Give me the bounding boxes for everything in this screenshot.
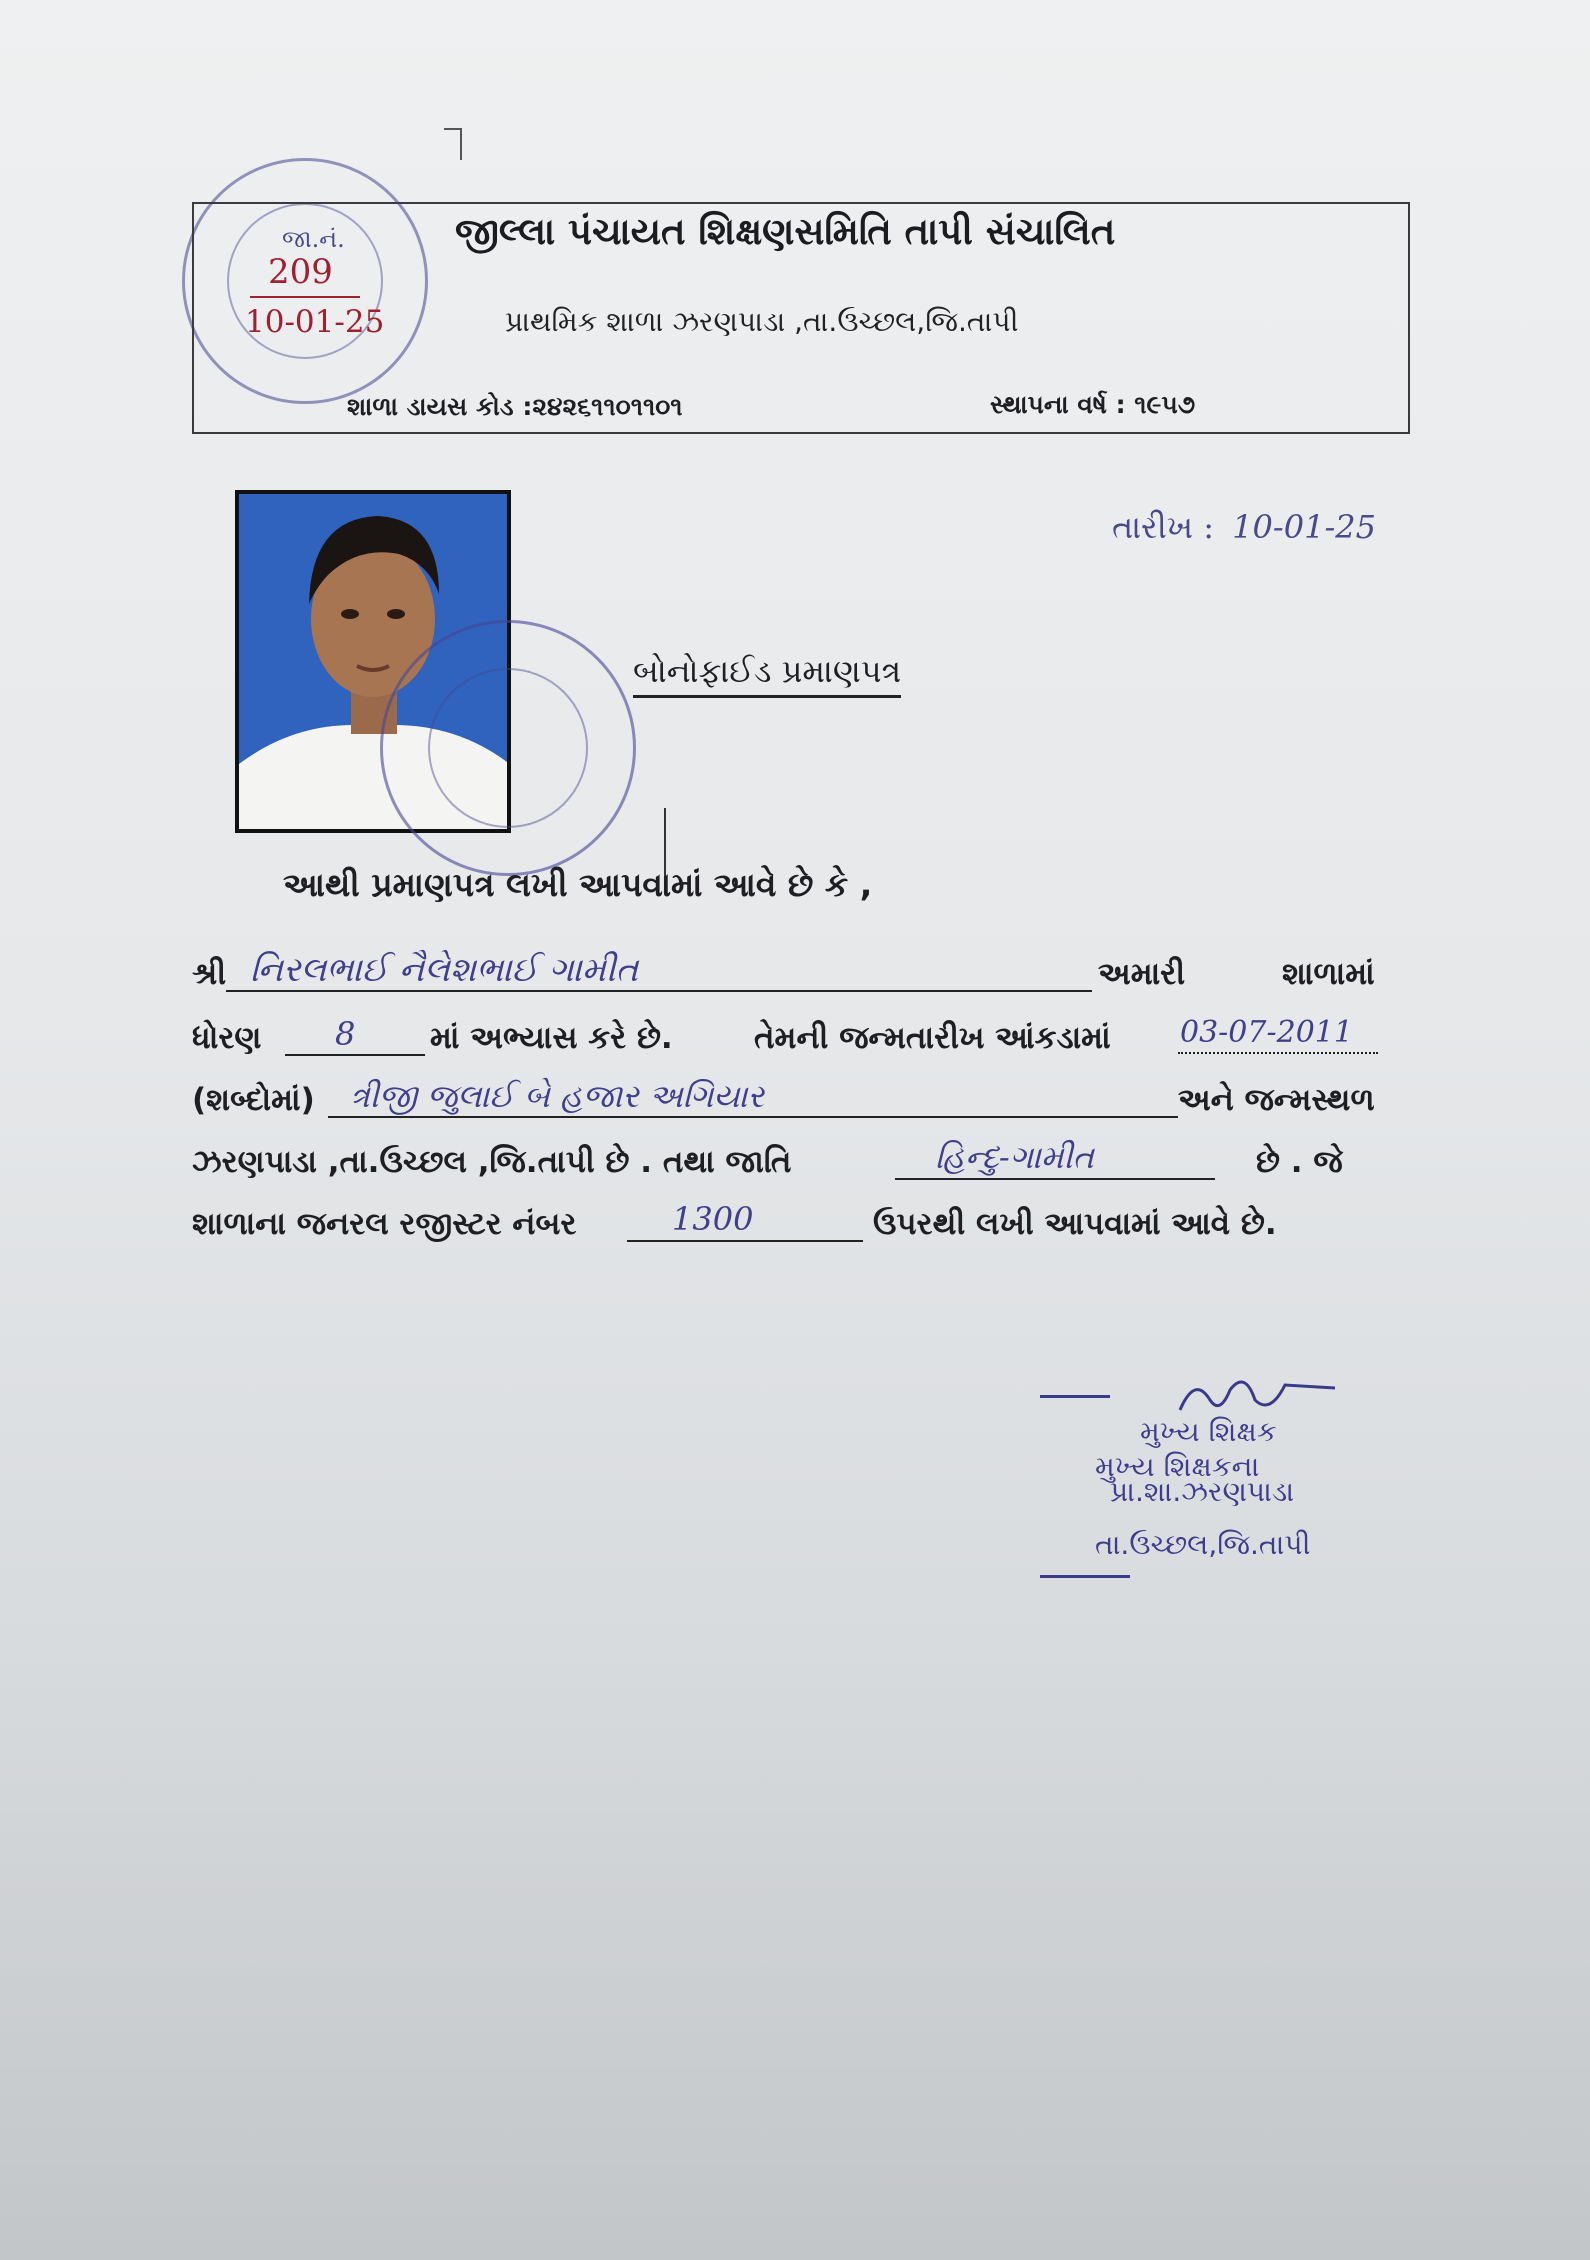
inward-number: 209 <box>268 252 333 292</box>
our-label: અમારી <box>1098 956 1186 992</box>
date-label: તારીખ : <box>1112 508 1215 546</box>
established-year: સ્થાપના વર્ષ : ૧૯૫૭ <box>990 390 1196 419</box>
std-label: ધોરણ <box>192 1020 262 1056</box>
school-label: શાળામાં <box>1282 956 1375 992</box>
register-blank <box>627 1240 863 1242</box>
sig-line-2: મુખ્ય શિક્ષકના <box>1095 1450 1260 1483</box>
caste-blank <box>895 1178 1215 1180</box>
std-value: 8 <box>335 1015 356 1053</box>
register-value: 1300 <box>672 1200 754 1238</box>
dise-code: શાળા ડાયસ કોડ :૨૪૨૬૧૧૦૧૧૦૧ <box>347 392 683 421</box>
je-label: છે . જે <box>1256 1144 1343 1180</box>
header-school: પ્રાથમિક શાળા ઝરણપાડા ,તા.ઉચ્છલ,જિ.તાપી <box>505 305 1019 338</box>
header-corner-mark <box>444 128 462 160</box>
certificate-title: બોનોફાઈડ પ્રમાણપત્ર <box>633 652 901 698</box>
dob-words-blank <box>328 1116 1178 1118</box>
header-title: જીલ્લા પંચાયત શિક્ષણસમિતિ તાપી સંચાલિત <box>455 210 1116 253</box>
shri-label: શ્રી <box>192 956 227 992</box>
caste-value: હિન્દુ-ગામીત <box>935 1138 1094 1176</box>
sign-dash-bottom <box>1040 1575 1130 1578</box>
dob-words: ત્રીજી જુલાઈ બે હજાર અગિયાર <box>350 1077 764 1115</box>
date-field <box>1112 508 1376 547</box>
student-name: નિરલભાઈ નૈલેશભાઈ ગામીત <box>250 950 639 990</box>
paper-shadow <box>0 1640 1590 2260</box>
sig-line-1: મુખ્ય શિક્ષક <box>1140 1415 1277 1448</box>
register-label: શાળાના જનરલ રજીસ્ટર નંબર <box>192 1206 577 1242</box>
intro-line: આથી પ્રમાણપત્ર લખી આપવામાં આવે છે કે , <box>283 865 873 904</box>
std-blank <box>285 1054 425 1056</box>
birthplace-text: ઝરણપાડા ,તા.ઉચ્છલ ,જિ.તાપી છે . તથા જાતિ <box>192 1144 792 1180</box>
inward-date: 10-01-25 <box>245 304 385 340</box>
words-label: (શબ્દોમાં) <box>192 1082 315 1118</box>
name-blank <box>226 990 1092 992</box>
school-stamp-inner-ring <box>428 668 588 828</box>
dob-label: તેમની જન્મતારીખ આંકડામાં <box>754 1020 1111 1056</box>
school-round-stamp <box>380 620 636 876</box>
date-value: 10-01-25 <box>1232 508 1376 546</box>
sign-dash <box>1040 1395 1110 1398</box>
sig-line-3: પ્રા.શા.ઝરણપાડા <box>1110 1475 1295 1508</box>
dob-blank <box>1178 1052 1378 1054</box>
signature-stroke <box>1175 1370 1345 1420</box>
inward-label: જા.નં. <box>282 225 345 253</box>
sig-line-4: તા.ઉચ્છલ,જિ.તાપી <box>1095 1528 1311 1561</box>
birthplace-label: અને જન્મસ્થળ <box>1178 1082 1375 1118</box>
closing-text: ઉપરથી લખી આપવામાં આવે છે. <box>873 1206 1277 1242</box>
dob-value: 03-07-2011 <box>1180 1015 1353 1050</box>
studying-label: માં અભ્યાસ કરે છે. <box>430 1020 673 1056</box>
